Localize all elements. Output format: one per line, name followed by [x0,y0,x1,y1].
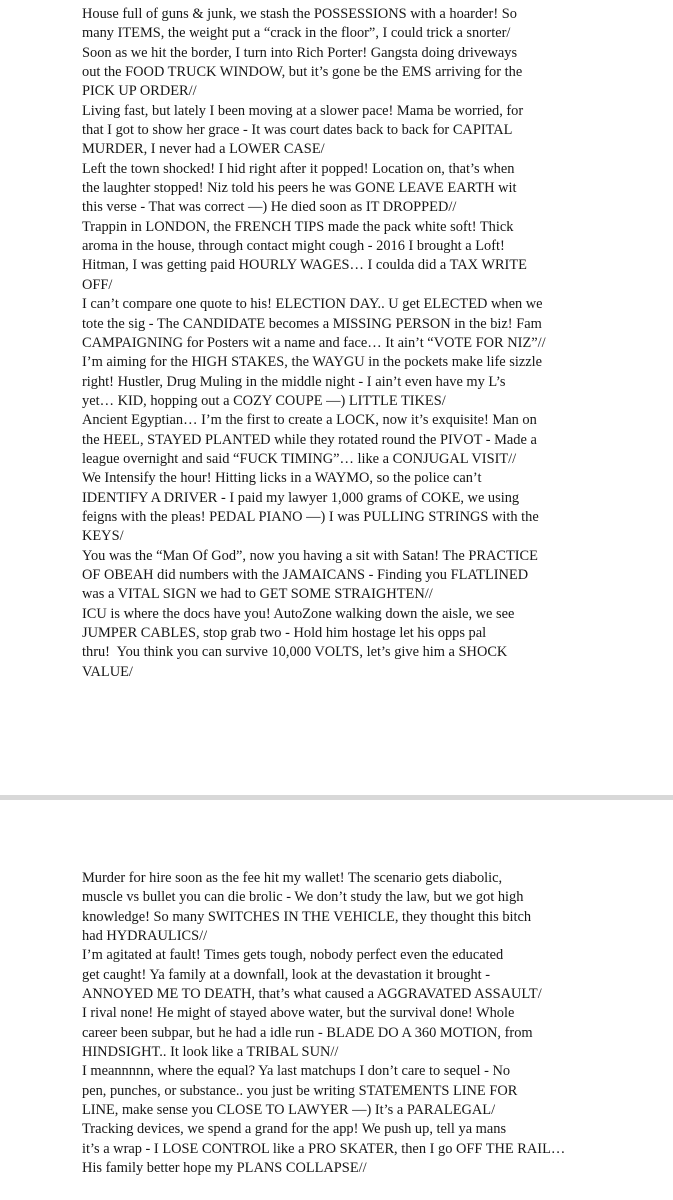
text-line: LINE, make sense you CLOSE TO LAWYER —) It’s a PARALEGAL/ [82,1102,496,1119]
text-line: had HYDRAULICS// [82,928,208,945]
text-line: Hitman, I was getting paid HOURLY WAGES… I coulda did a TAX WRITE [82,257,527,274]
text-line: that I got to show her grace - It was court dates back to back for CAPITAL [82,122,513,139]
text-line: I’m aiming for the HIGH STAKES, the WAYGU in the pockets make life sizzle [82,354,543,371]
document-page-2 [0,800,673,1200]
text-line: league overnight and said “FUCK TIMING”… like a CONJUGAL VISIT// [82,450,517,467]
text-line: tote the sig - The CANDIDATE becomes a MISSING PERSON in the biz! Fam [82,315,542,332]
text-line: pen, punches, or substance.. you just be writing STATEMENTS LINE FOR [82,1082,518,1099]
text-line: Tracking devices, we spend a grand for the app! We push up, tell ya mans [82,1121,507,1138]
text-line: I meannnnn, where the equal? Ya last matchups I don’t care to sequel - No [82,1063,511,1080]
text-line: House full of guns & junk, we stash the POSSESSIONS with a hoarder! So [82,6,517,22]
text-line: this verse - That was correct —) He died soon as IT DROPPED// [82,199,457,216]
text-line: Ancient Egyptian… I’m the first to create a LOCK, now it’s exquisite! Man on [82,412,537,429]
text-line: the laughter stopped! Niz told his peers he was GONE LEAVE EARTH wit [82,180,517,197]
text-line: feigns with the pleas! PEDAL PIANO —) I was PULLING STRINGS with the [82,508,539,525]
text-line: muscle vs bullet you can die brolic - We don’t study the law, but we got high [82,889,524,906]
text-line: right! Hustler, Drug Muling in the middle night - I ain’t even have my L’s [82,373,506,390]
text-line: OFF/ [82,276,113,293]
lyrics-text-block [82,5,633,682]
text-line: out the FOOD TRUCK WINDOW, but it’s gone be the EMS arriving for the [82,64,523,81]
text-line: I rival none! He might of stayed above water, but the survival done! Whole [82,1005,515,1022]
text-line: IDENTIFY A DRIVER - I paid my lawyer 1,000 grams of COKE, we using [82,489,520,506]
text-line: I can’t compare one quote to his! ELECTION DAY.. U get ELECTED when we [82,296,543,313]
text-line: many ITEMS, the weight put a “crack in the floor”, I could trick a snorter/ [82,25,511,42]
text-line: Murder for hire soon as the fee hit my wallet! The scenario gets diabolic, [82,870,503,886]
text-line: the HEEL, STAYED PLANTED while they rotated round the PIVOT - Made a [82,431,537,448]
text-line: ICU is where the docs have you! AutoZone walking down the aisle, we see [82,605,515,622]
text-line: JUMPER CABLES, stop grab two - Hold him hostage let his opps pal [82,625,487,641]
text-line: OF OBEAH did numbers with the JAMAICANS - Finding you FLATLINED [82,566,529,583]
text-line: career been subpar, but he had a idle run - BLADE DO A 360 MOTION, from [82,1024,533,1041]
text-line: ANNOYED ME TO DEATH, that’s what caused a AGGRAVATED ASSAULT/ [82,986,542,1003]
text-line: You was the “Man Of God”, now you having a sit with Satan! The PRACTICE [82,547,538,564]
text-line: was a VITAL SIGN we had to GET SOME STRAIGHTEN// [82,586,433,603]
text-line: thru! You think you can survive 10,000 VOLTS, let’s give him a SHOCK [82,644,508,661]
text-line: Soon as we hit the border, I turn into Rich Porter! Gangsta doing driveways [82,44,518,61]
text-line: I’m agitated at fault! Times gets tough, nobody perfect even the educated [82,947,504,964]
text-line: aroma in the house, through contact might cough - 2016 I brought a Loft! [82,238,505,255]
text-line: VALUE/ [82,663,133,680]
text-line: His family better hope my PLANS COLLAPSE// [82,1160,367,1177]
text-line: get caught! Ya family at a downfall, look at the devastation it brought - [82,966,491,983]
text-line: knowledge! So many SWITCHES IN THE VEHICLE, they thought this bitch [82,908,532,925]
text-line: CAMPAIGNING for Posters wit a name and face… It ain’t “VOTE FOR NIZ”// [82,334,546,351]
text-line: Left the town shocked! I hid right after it popped! Location on, that’s when [82,160,515,177]
lyrics-text-block [82,869,633,1179]
text-line: KEYS/ [82,528,124,545]
text-line: HINDSIGHT.. It look like a TRIBAL SUN// [82,1044,339,1061]
text-line: PICK UP ORDER// [82,83,197,100]
text-line: yet… KID, hopping out a COZY COUPE —) LITTLE TIKES/ [82,392,446,409]
text-line: We Intensify the hour! Hitting licks in a WAYMO, so the police can’t [82,470,482,487]
text-line: Trappin in LONDON, the FRENCH TIPS made the pack white soft! Thick [82,218,514,235]
text-line: Living fast, but lately I been moving at a slower pace! Mama be worried, for [82,102,524,119]
text-line: MURDER, I never had a LOWER CASE/ [82,141,325,158]
text-line: it’s a wrap - I LOSE CONTROL like a PRO SKATER, then I go OFF THE RAIL… [82,1140,566,1157]
